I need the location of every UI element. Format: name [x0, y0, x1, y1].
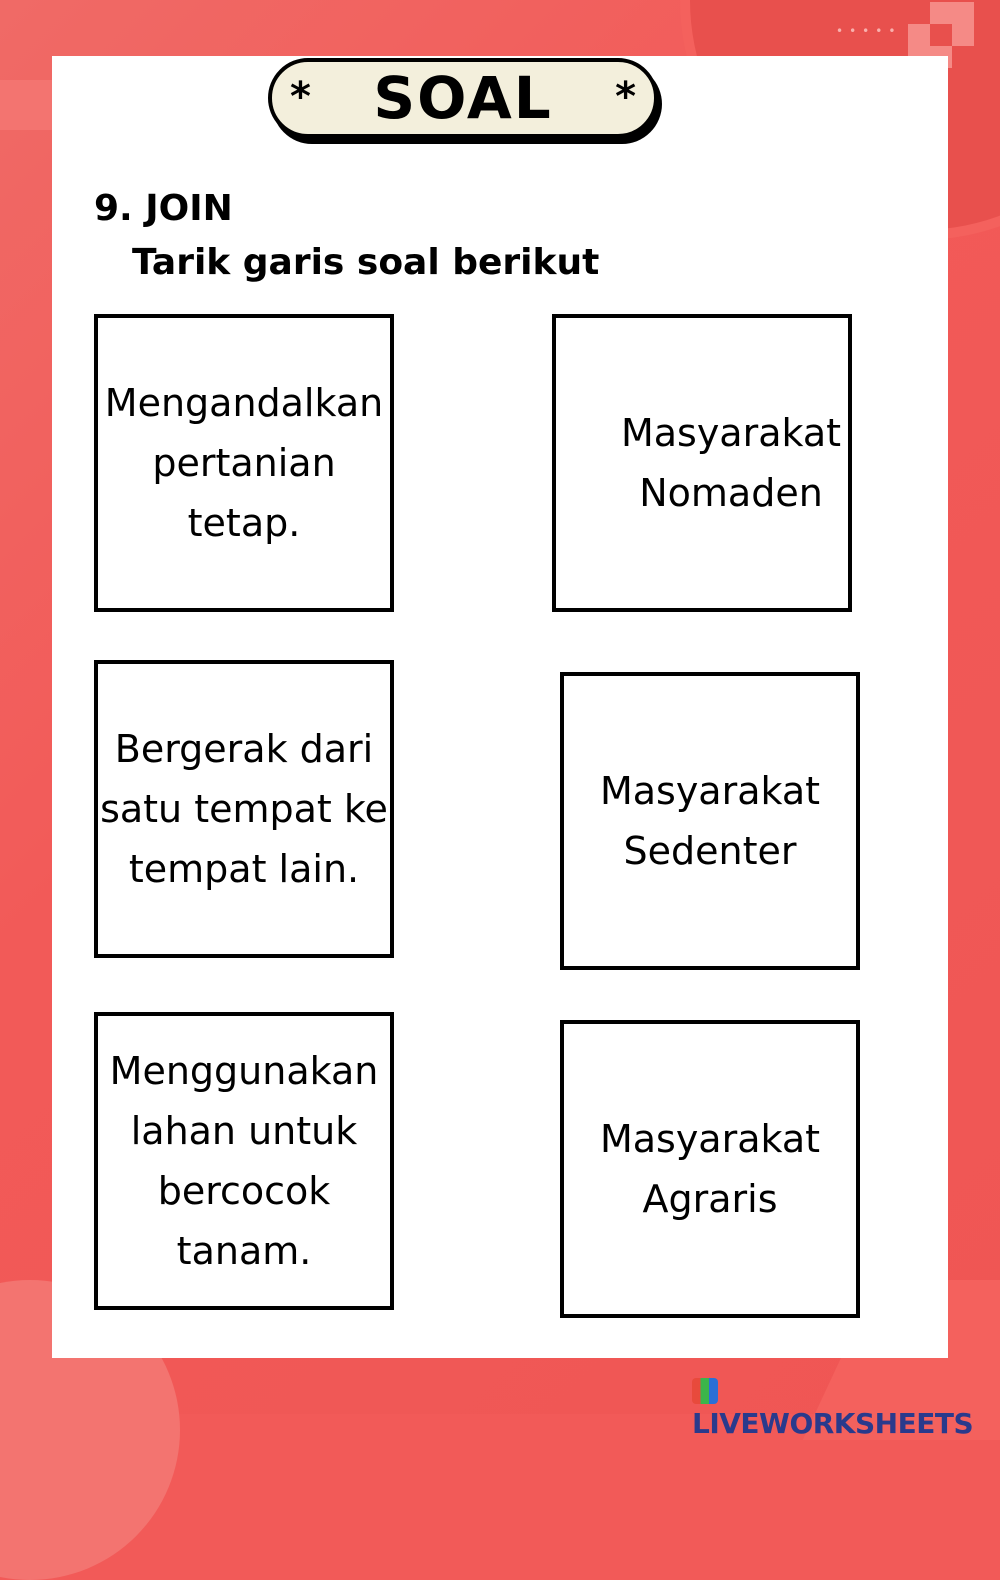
card-text: Bergerak dari satu tempat ke tempat lain. [100, 727, 388, 891]
card-text: Masyarakat Agraris [599, 1117, 821, 1221]
card-text: Menggunakan lahan untuk bercocok tanam. [109, 1049, 379, 1273]
question-instruction: Tarik garis soal berikut [132, 242, 600, 283]
title-badge [268, 58, 658, 138]
right-match-card[interactable] [560, 672, 860, 970]
watermark-text: LIVEWORKSHEETS [692, 1407, 974, 1440]
page-title: SOAL [373, 64, 553, 132]
question-number-title: 9. JOIN [94, 188, 233, 229]
card-text: Mengandalkan pertanian tetap. [104, 381, 384, 545]
decor-checker [952, 2, 974, 24]
decor-checker [930, 2, 952, 24]
left-match-card[interactable] [94, 660, 394, 958]
card-text: Masyarakat Nomaden [620, 411, 842, 515]
asterisk-icon: * [290, 74, 311, 120]
right-match-card[interactable] [552, 314, 852, 612]
decor-checker [908, 24, 930, 46]
left-match-card[interactable] [94, 1012, 394, 1310]
liveworksheets-logo-icon [692, 1378, 718, 1404]
asterisk-icon: * [615, 74, 636, 120]
liveworksheets-watermark [692, 1374, 1000, 1440]
card-text: Masyarakat Sedenter [599, 769, 821, 873]
decor-checker [952, 24, 974, 46]
right-match-card[interactable] [560, 1020, 860, 1318]
decor-dots: ••••• [836, 24, 902, 38]
left-match-card[interactable] [94, 314, 394, 612]
